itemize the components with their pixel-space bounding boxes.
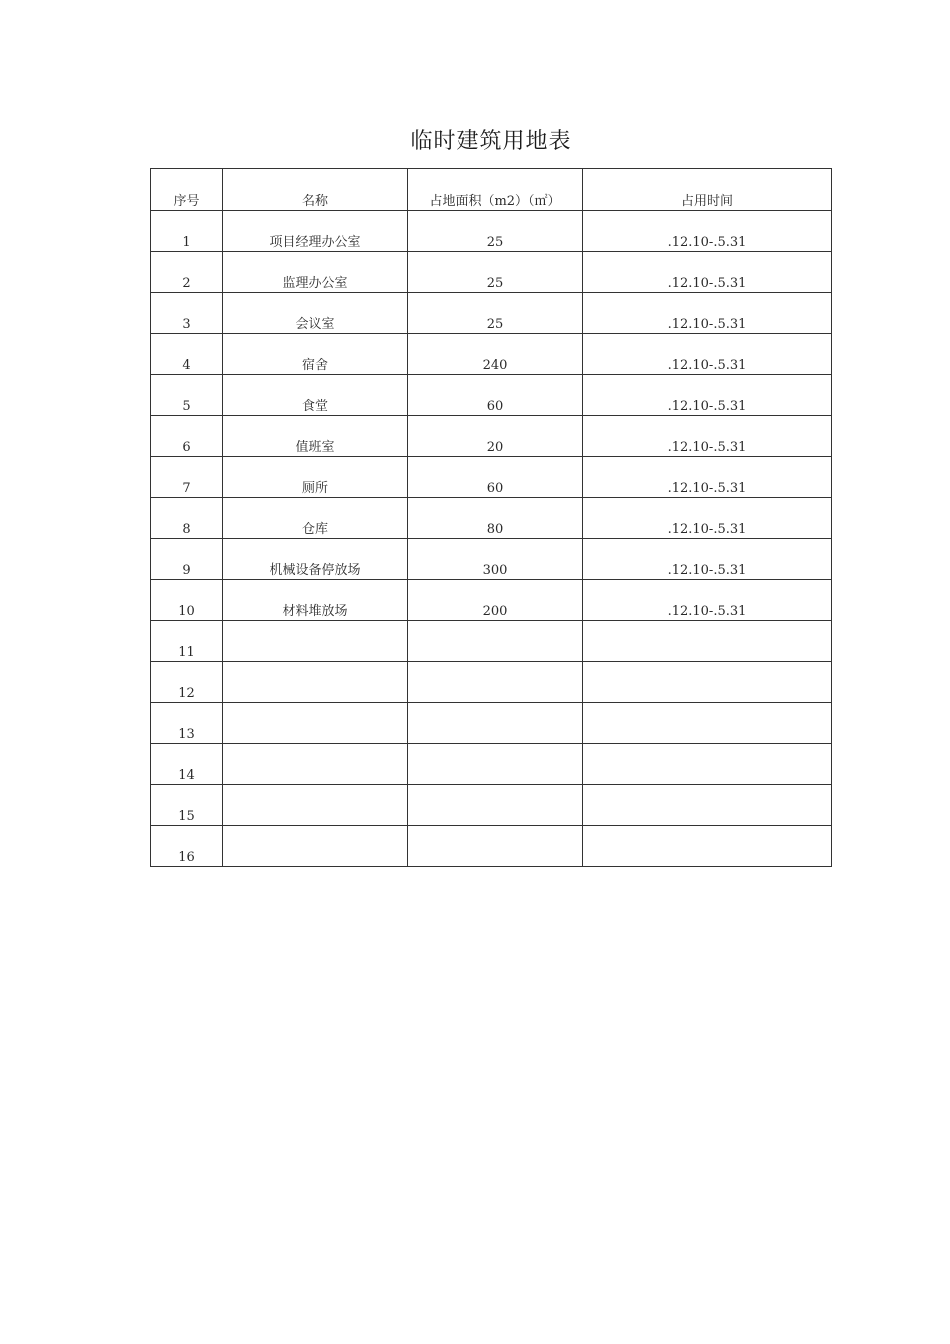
cell-area <box>408 621 583 662</box>
cell-area: 300 <box>408 539 583 580</box>
table-row <box>151 457 832 498</box>
cell-name: 厕所 <box>223 457 408 498</box>
table-header-row <box>151 169 832 211</box>
cell-area <box>408 785 583 826</box>
cell-name <box>223 744 408 785</box>
cell-name <box>223 785 408 826</box>
cell-period: .12.10-.5.31 <box>583 293 832 334</box>
header-occupation-period: 占用时间 <box>583 169 832 211</box>
cell-name: 监理办公室 <box>223 252 408 293</box>
cell-name: 宿舍 <box>223 334 408 375</box>
table-row <box>151 580 832 621</box>
cell-area <box>408 826 583 867</box>
cell-serial-number: 14 <box>151 744 223 785</box>
cell-serial-number: 6 <box>151 416 223 457</box>
cell-serial-number: 10 <box>151 580 223 621</box>
cell-period: .12.10-.5.31 <box>583 580 832 621</box>
page-title: 临时建筑用地表 <box>410 129 572 154</box>
cell-area: 80 <box>408 498 583 539</box>
table-row <box>151 744 832 785</box>
cell-serial-number: 11 <box>151 621 223 662</box>
cell-name: 材料堆放场 <box>223 580 408 621</box>
cell-name: 仓库 <box>223 498 408 539</box>
cell-period: .12.10-.5.31 <box>583 334 832 375</box>
cell-serial-number: 7 <box>151 457 223 498</box>
cell-area: 25 <box>408 211 583 252</box>
table-row <box>151 662 832 703</box>
cell-area: 20 <box>408 416 583 457</box>
cell-area: 25 <box>408 293 583 334</box>
table-row <box>151 334 832 375</box>
table-row <box>151 539 832 580</box>
table-row <box>151 252 832 293</box>
cell-serial-number: 2 <box>151 252 223 293</box>
cell-name: 项目经理办公室 <box>223 211 408 252</box>
table-row <box>151 375 832 416</box>
cell-period: .12.10-.5.31 <box>583 252 832 293</box>
table-row <box>151 785 832 826</box>
cell-serial-number: 16 <box>151 826 223 867</box>
cell-serial-number: 8 <box>151 498 223 539</box>
cell-area <box>408 703 583 744</box>
cell-serial-number: 12 <box>151 662 223 703</box>
cell-serial-number: 4 <box>151 334 223 375</box>
table-row <box>151 498 832 539</box>
cell-area: 60 <box>408 375 583 416</box>
cell-name <box>223 662 408 703</box>
table-row <box>151 211 832 252</box>
cell-serial-number: 1 <box>151 211 223 252</box>
cell-serial-number: 15 <box>151 785 223 826</box>
cell-period: .12.10-.5.31 <box>583 498 832 539</box>
cell-area: 25 <box>408 252 583 293</box>
cell-name: 会议室 <box>223 293 408 334</box>
cell-area <box>408 744 583 785</box>
table-row <box>151 826 832 867</box>
cell-name <box>223 826 408 867</box>
cell-period <box>583 703 832 744</box>
cell-area: 200 <box>408 580 583 621</box>
cell-period: .12.10-.5.31 <box>583 457 832 498</box>
cell-name: 食堂 <box>223 375 408 416</box>
table-body <box>151 211 832 867</box>
cell-period: .12.10-.5.31 <box>583 211 832 252</box>
cell-serial-number: 9 <box>151 539 223 580</box>
cell-name: 值班室 <box>223 416 408 457</box>
cell-serial-number: 5 <box>151 375 223 416</box>
cell-period: .12.10-.5.31 <box>583 375 832 416</box>
cell-period: .12.10-.5.31 <box>583 539 832 580</box>
cell-area: 60 <box>408 457 583 498</box>
cell-name <box>223 703 408 744</box>
header-serial-number: 序号 <box>151 169 223 211</box>
table-row <box>151 293 832 334</box>
table-row <box>151 621 832 662</box>
cell-serial-number: 3 <box>151 293 223 334</box>
header-floor-area: 占地面积（m2）（㎡） <box>408 169 583 211</box>
cell-period: .12.10-.5.31 <box>583 416 832 457</box>
land-use-table <box>150 168 832 867</box>
table-row <box>151 703 832 744</box>
cell-period <box>583 662 832 703</box>
cell-period <box>583 744 832 785</box>
header-name: 名称 <box>223 169 408 211</box>
table-row <box>151 416 832 457</box>
cell-period <box>583 785 832 826</box>
cell-period <box>583 826 832 867</box>
cell-area <box>408 662 583 703</box>
cell-area: 240 <box>408 334 583 375</box>
cell-name: 机械设备停放场 <box>223 539 408 580</box>
cell-name <box>223 621 408 662</box>
cell-serial-number: 13 <box>151 703 223 744</box>
cell-period <box>583 621 832 662</box>
